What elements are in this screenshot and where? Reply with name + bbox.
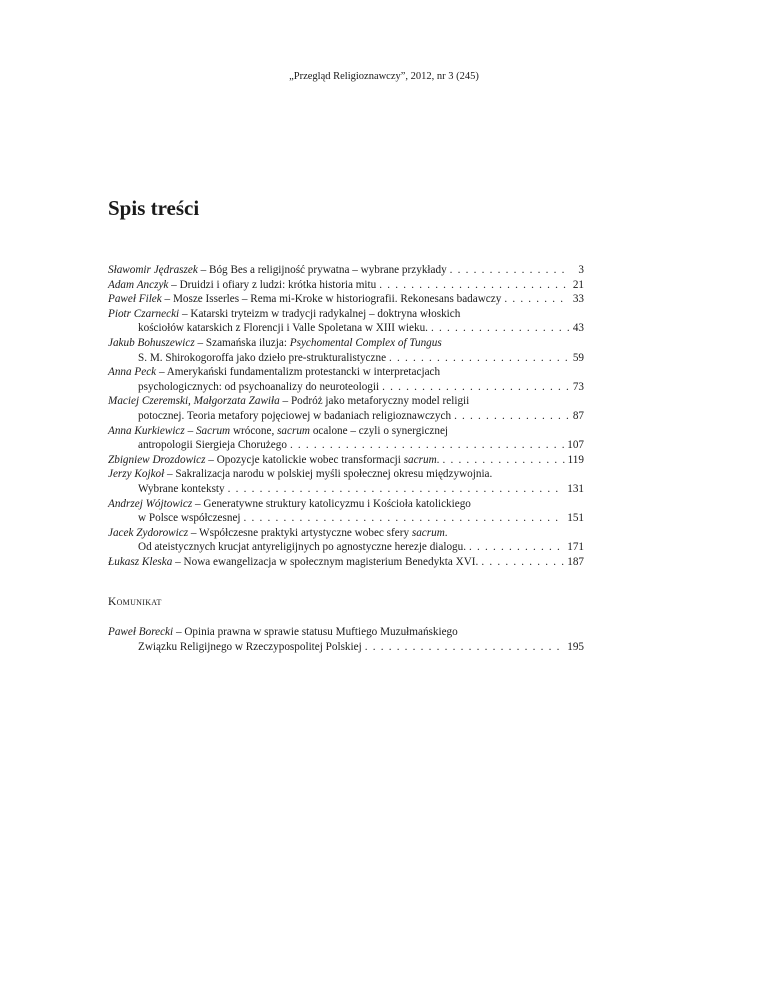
toc-title: Spis treści	[108, 196, 200, 220]
entry-title: – Podróż jako metaforyczny model religii	[279, 395, 470, 408]
table-of-contents	[108, 263, 584, 569]
toc-entry[interactable]	[108, 263, 584, 278]
entry-title: – Nowa ewangelizacja w społecznym magisterium Benedykta XVI.	[172, 555, 479, 568]
entry-page: 171	[567, 541, 584, 554]
toc-entry[interactable]	[108, 555, 584, 570]
entry-author: Adam Anczyk	[108, 278, 169, 291]
entry-title: –	[184, 424, 196, 437]
entry-title: – Opozycje katolickie wobec transformacji	[205, 453, 404, 466]
entry-title: .	[436, 453, 440, 466]
entry-title: .	[444, 526, 448, 539]
entry-page: 187	[567, 555, 584, 568]
entry-title-continued: psychologicznych: od psychoanalizy do neuroteologii	[138, 380, 380, 393]
leader-dots	[481, 555, 564, 570]
toc-entry[interactable]	[108, 307, 584, 336]
entry-title: ocalone – czyli o synergicznej	[310, 424, 449, 437]
entry-title-continued: antropologii Siergieja Chorużego	[138, 439, 287, 452]
leader-dots	[431, 321, 569, 336]
entry-page: 119	[567, 453, 584, 466]
entry-author: Zbigniew Drozdowicz	[108, 453, 206, 466]
entry-page: 3	[578, 264, 584, 276]
entry-page: 43	[572, 322, 584, 335]
entry-title: wrócone,	[230, 424, 278, 437]
entry-author: Andrzej Wójtowicz	[108, 497, 193, 510]
journal-header: „Przegląd Religioznawczy”, 2012, nr 3 (245)	[289, 71, 479, 82]
entry-page: 195	[567, 640, 584, 653]
toc-entry[interactable]	[108, 292, 584, 307]
toc-entry[interactable]	[108, 278, 584, 293]
entry-title-italic: Psychomental Complex of Tungus	[289, 336, 442, 349]
leader-dots	[379, 278, 569, 293]
leader-dots	[454, 409, 569, 424]
toc-entry[interactable]	[108, 467, 584, 496]
entry-author: Jerzy Kojkoł	[108, 468, 165, 481]
toc-entry[interactable]	[108, 336, 584, 365]
leader-dots	[504, 292, 569, 307]
entry-author: Piotr Czarnecki	[108, 307, 180, 320]
entry-page: 151	[567, 512, 584, 525]
entry-author: Jacek Zydorowicz	[108, 526, 189, 539]
komunikat-section	[108, 625, 584, 654]
leader-dots	[290, 438, 564, 453]
entry-title-continued: S. M. Shirokogoroffa jako dzieło pre-strukturalistyczne	[138, 351, 387, 364]
entry-title-continued: Związku Religijnego w Rzeczypospolitej Polskiej	[138, 640, 362, 653]
entry-title-italic: sacrum	[403, 453, 437, 466]
entry-title: – Współczesne praktyki artystyczne wobec sfery	[188, 526, 412, 539]
entry-page: 87	[572, 409, 584, 422]
leader-dots	[228, 482, 565, 497]
leader-dots	[442, 453, 564, 468]
leader-dots	[365, 640, 565, 655]
toc-entry[interactable]	[108, 394, 584, 423]
entry-title-continued: Od ateistycznych krucjat antyreligijnych po agnostyczne herezje dialogu.	[138, 541, 467, 554]
entry-title: – Sakralizacja narodu w polskiej myśli społecznej okresu międzywojnia.	[164, 468, 493, 481]
entry-author: Maciej Czeremski, Małgorzata Zawiła	[108, 395, 280, 408]
leader-dots	[382, 380, 569, 395]
leader-dots	[450, 263, 569, 278]
entry-title: – Amerykański fundamentalizm protestancki w interpretacjach	[156, 366, 441, 379]
entry-title-continued: w Polsce współczesnej	[138, 512, 241, 525]
entry-page: 107	[567, 439, 584, 452]
entry-title: – Szamańska iluzja:	[194, 336, 290, 349]
entry-page: 33	[572, 293, 584, 306]
entry-title-continued: kościołów katarskich z Florencji i Valle Spoletana w XIII wieku.	[138, 322, 428, 335]
entry-title-italic: Sacrum	[195, 424, 231, 437]
entry-title: – Mosze Isserles – Rema mi-Kroke w historiografii. Rekonesans badawczy	[161, 293, 502, 306]
section-heading: Komunikat	[108, 596, 162, 608]
entry-title-italic: sacrum	[277, 424, 311, 437]
entry-title: – Druidzi i ofiary z ludzi: krótka historia mitu	[168, 278, 377, 291]
entry-author: Jakub Bohuszewicz	[108, 336, 195, 349]
entry-title: – Generatywne struktury katolicyzmu i Kościoła katolickiego	[192, 497, 471, 510]
entry-title-continued: Wybrane konteksty	[138, 482, 225, 495]
entry-title: – Opinia prawna w sprawie statusu Muftiego Muzułmańskiego	[173, 626, 458, 638]
entry-title-italic: sacrum	[411, 526, 445, 539]
toc-entry[interactable]	[108, 497, 584, 526]
entry-page: 59	[572, 351, 584, 364]
entry-title-continued: potocznej. Teoria metafory pojęciowej w badaniach religioznawczych	[138, 409, 452, 422]
entry-page: 21	[572, 278, 584, 291]
toc-entry[interactable]	[108, 453, 584, 468]
entry-author: Paweł Borecki	[108, 626, 174, 638]
toc-entry[interactable]	[108, 424, 584, 453]
entry-author: Paweł Filek	[108, 293, 162, 306]
entry-page: 131	[567, 482, 584, 495]
entry-title: – Bóg Bes a religijność prywatna – wybrane przykłady	[197, 264, 447, 276]
leader-dots	[469, 540, 564, 555]
toc-entry[interactable]	[108, 526, 584, 555]
leader-dots	[389, 351, 569, 366]
entry-author: Anna Kurkiewicz	[108, 424, 185, 437]
toc-entry[interactable]	[108, 625, 584, 654]
entry-author: Łukasz Kleska	[108, 555, 173, 568]
entry-title: – Katarski tryteizm w tradycji radykalnej – doktryna włoskich	[179, 307, 461, 320]
toc-entry[interactable]	[108, 365, 584, 394]
entry-author: Sławomir Jędraszek	[108, 264, 198, 276]
leader-dots	[244, 511, 565, 526]
entry-page: 73	[572, 380, 584, 393]
entry-author: Anna Peck	[108, 366, 157, 379]
